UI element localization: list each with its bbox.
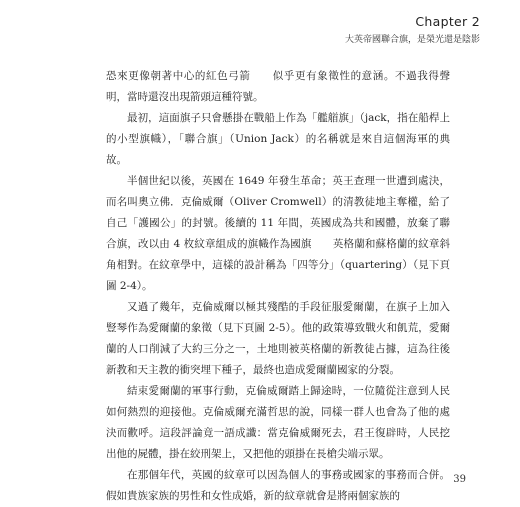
paragraph-6: 在那個年代，英國的紋章可以因為個人的事務或國家的事務而合併。假如貴族家族的男性和女性成婚，新的紋章就會是將兩個家族的 [106,469,450,502]
paragraph-2: 最初，這面旗子只會懸掛在戰船上作為「艦艏旗」（jack，指在船桿上的小型旗幟），「聯合旗」（Union Jack）的名稱就是來自這個海軍的典故。 [106,112,450,166]
chapter-label: Chapter 2 [415,14,480,29]
paragraph-4: 又過了幾年，克倫威爾以極其殘酷的手段征服愛爾蘭，在旗子上加入豎琴作為愛爾蘭的象徵（見下頁圖 2-5）。他的政策導致戰火和飢荒，愛爾蘭的人口削減了大約三分之一，土地則被英格蘭的新教徒占據，這為往後新教和天主教的衝突埋下種子，最終也造成愛爾蘭國家的分裂。 [106,301,450,376]
paragraph-1: 恐來更像朝著中心的紅色弓箭 似乎更有象徵性的意涵。不過我得聲明，當時還沒出現箭頭這種符號。 [106,70,450,103]
running-header [345,14,480,45]
paragraph-5: 結束愛爾蘭的軍事行動，克倫威爾踏上歸途時，一位隨從注意到人民如何熱烈的迎接他。克倫威爾充滿哲思的說，同樣一群人也會為了他的處決而歡呼。這段評論竟一語成讖：當克倫威爾死去，君王復辟時，人民挖出他的屍體，掛在絞刑架上，又把他的頭掛在長槍尖端示眾。 [106,385,450,460]
page-number: 39 [453,474,466,485]
paragraph-3: 半個世紀以後，英國在 1649 年發生革命；英王查理一世遭到處決，而名叫奧立佛．克倫威爾（Oliver Cromwell）的清教徒地主奪權，給了自己「護國公」的封號。後續的 11 年間，英國成為共和國體，放棄了聯合旗，改以由 4 枚紋章組成的旗幟作為國旗 英格蘭和蘇格蘭的紋章斜角相對。在紋章學中，這樣的設計稱為「四等分」（quartering）（見下頁圖 2-4）。 [106,175,450,292]
chapter-subtitle: 大英帝國聯合旗，是榮光還是陰影 [344,35,480,45]
body-text [106,66,450,507]
